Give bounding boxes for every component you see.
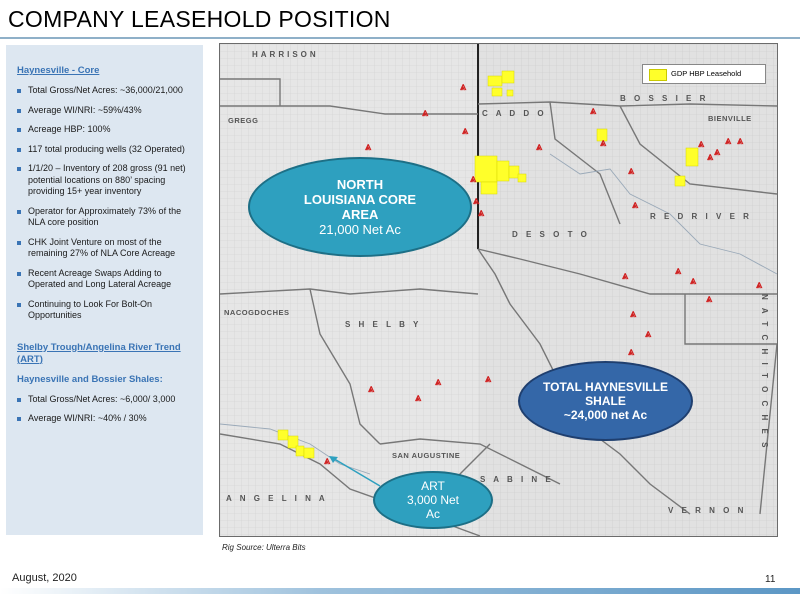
oil-rig-icon: ⩓	[622, 270, 629, 282]
callout-line: TOTAL HAYNESVILLE	[543, 380, 668, 394]
county-label-shelby: S H E L B Y	[345, 320, 422, 329]
callout-line: ~24,000 net Ac	[563, 408, 648, 422]
bullet-item: 117 total producing wells (32 Operated)	[17, 144, 197, 156]
oil-rig-icon: ⩓	[698, 138, 705, 150]
oil-rig-icon: ⩓	[460, 81, 467, 93]
rig-source-note: Rig Source: Ulterra Bits	[222, 543, 306, 552]
oil-rig-icon: ⩓	[536, 141, 543, 153]
oil-rig-icon: ⩓	[473, 195, 480, 207]
oil-rig-icon: ⩓	[707, 151, 714, 163]
oil-rig-icon: ⩓	[645, 328, 652, 340]
title-divider	[0, 37, 800, 39]
footer-date: August, 2020	[12, 572, 77, 584]
info-panel	[6, 45, 203, 535]
callout-line: SHALE	[585, 394, 626, 408]
oil-rig-icon: ⩓	[714, 146, 721, 158]
bullet-item: Average WI/NRI: ~59%/43%	[17, 105, 197, 117]
oil-rig-icon: ⩓	[590, 105, 597, 117]
bullet-item: Continuing to Look For Bolt-On Opportunities	[17, 299, 197, 322]
oil-rig-icon: ⩓	[756, 279, 763, 291]
north-louisiana-core-callout	[248, 157, 472, 257]
oil-rig-icon: ⩓	[478, 207, 485, 219]
section-title-haynesville-core: Haynesville - Core	[17, 65, 100, 76]
art-pointer-arrow	[325, 452, 385, 492]
county-label-desoto: D E S O T O	[512, 230, 590, 239]
county-label-red-river: R E D R I V E R	[650, 212, 752, 221]
oil-rig-icon: ⩓	[628, 346, 635, 358]
county-label-san-augustine: SAN AUGUSTINE	[392, 451, 461, 460]
legend-label: GDP HBP Leasehold	[671, 69, 742, 78]
leasehold-swatch	[649, 69, 667, 81]
oil-rig-icon: ⩓	[422, 107, 429, 119]
oil-rig-icon: ⩓	[485, 373, 492, 385]
oil-rig-icon: ⩓	[324, 455, 331, 467]
leasehold-map	[219, 43, 778, 537]
county-label-caddo: C A D D O	[482, 109, 547, 118]
callout-line: ART	[421, 479, 445, 493]
oil-rig-icon: ⩓	[415, 392, 422, 404]
footer-divider	[0, 588, 800, 594]
county-label-bossier: B O S S I E R	[620, 94, 709, 103]
oil-rig-icon: ⩓	[630, 308, 637, 320]
oil-rig-icon: ⩓	[470, 173, 477, 185]
page-title: COMPANY LEASEHOLD POSITION	[8, 6, 391, 32]
page-number: 11	[765, 574, 776, 585]
section-title-art: Shelby Trough/Angelina River Trend (ART)	[17, 341, 181, 365]
oil-rig-icon: ⩓	[628, 165, 635, 177]
oil-rig-icon: ⩓	[600, 137, 607, 149]
oil-rig-icon: ⩓	[462, 125, 469, 137]
total-haynesville-callout	[518, 361, 693, 441]
county-label-nacogdoches: NACOGDOCHES	[224, 308, 290, 317]
bullet-item: CHK Joint Venture on most of the remaining 27% of NLA Core Acreage	[17, 237, 197, 260]
county-label-natchitoches: N A T C H I T O C H E S	[760, 294, 769, 451]
bullet-item: Acreage HBP: 100%	[17, 124, 197, 136]
county-label-angelina: A N G E L I N A	[226, 494, 328, 503]
bullet-item: 1/1/20 – Inventory of 208 gross (91 net) potential locations on 880’ spacing providing 15+ year inventory	[17, 163, 197, 198]
oil-rig-icon: ⩓	[435, 376, 442, 388]
bullet-item: Recent Acreage Swaps Adding to Operated and Long Lateral Acreage	[17, 268, 197, 291]
oil-rig-icon: ⩓	[675, 265, 682, 277]
county-label-bienville: BIENVILLE	[708, 114, 752, 123]
haynesville-core-bullets	[17, 85, 197, 322]
art-bullets	[17, 394, 197, 425]
bullet-item: Operator for Approximately 73% of the NLA core position	[17, 206, 197, 229]
county-label-vernon: V E R N O N	[668, 506, 747, 515]
art-callout	[373, 471, 493, 529]
map-legend	[642, 64, 766, 84]
bullet-item: Total Gross/Net Acres: ~6,000/ 3,000	[17, 394, 197, 406]
oil-rig-icon: ⩓	[365, 141, 372, 153]
callout-line: 3,000 Net	[406, 493, 460, 507]
county-label-gregg: GREGG	[228, 116, 259, 125]
oil-rig-icon: ⩓	[632, 199, 639, 211]
bullet-item: Average WI/NRI: ~40% / 30%	[17, 413, 197, 425]
oil-rig-icon: ⩓	[368, 383, 375, 395]
callout-line: NORTH	[336, 177, 384, 192]
oil-rig-icon: ⩓	[737, 135, 744, 147]
callout-line: AREA	[341, 207, 379, 222]
callout-line: 21,000 Net Ac	[319, 222, 401, 237]
county-label-harrison: HARRISON	[252, 50, 319, 59]
oil-rig-icon: ⩓	[690, 275, 697, 287]
callout-line: LOUISIANA CORE	[303, 192, 417, 207]
oil-rig-icon: ⩓	[706, 293, 713, 305]
callout-line: Ac	[425, 507, 440, 521]
bullet-item: Total Gross/Net Acres: ~36,000/21,000	[17, 85, 197, 97]
oil-rig-icon: ⩓	[725, 135, 732, 147]
county-label-sabine: S A B I N E	[480, 475, 554, 484]
section-subtitle-shales: Haynesville and Bossier Shales:	[17, 373, 163, 385]
